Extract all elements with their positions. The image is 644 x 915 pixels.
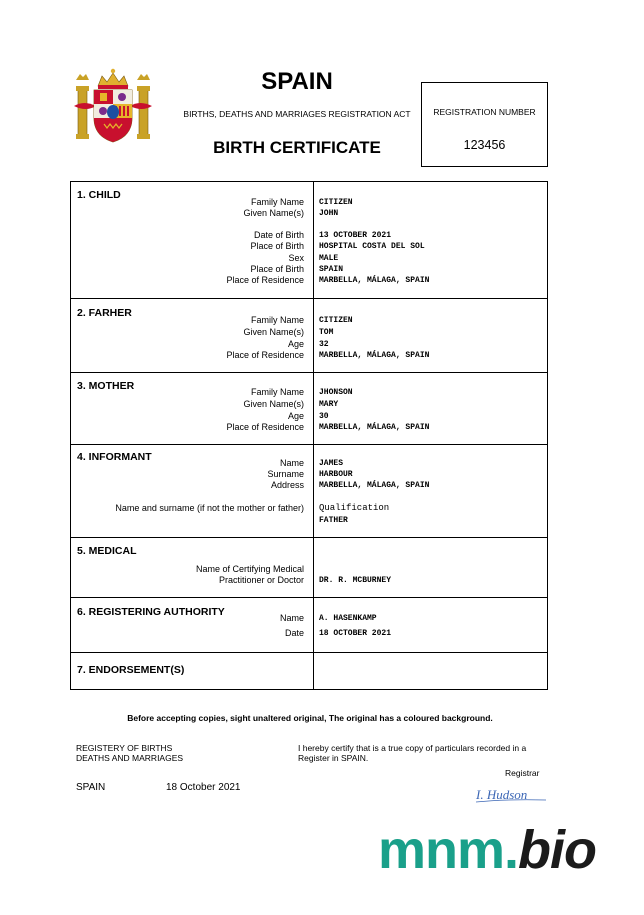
child-given-names: JOHN	[319, 209, 339, 218]
informant-qualification: FATHER	[319, 516, 348, 525]
child-residence: MARBELLA, MÁLAGA, SPAIN	[319, 276, 430, 285]
registration-number-value: 123456	[463, 138, 506, 152]
document-title: BIRTH CERTIFICATE	[213, 138, 381, 157]
section-title: 2. FARHER	[77, 307, 132, 319]
field-label: Address	[270, 480, 304, 490]
authority-name: A. HASENKAMP	[319, 614, 377, 623]
country-heading: SPAIN	[261, 68, 333, 95]
section-endorsements	[71, 653, 547, 689]
coat-of-arms-emblem	[74, 66, 152, 146]
field-label: Surname	[267, 469, 304, 479]
mother-residence: MARBELLA, MÁLAGA, SPAIN	[319, 423, 430, 432]
field-label: Given Name(s)	[243, 208, 304, 218]
field-label: Given Name(s)	[243, 399, 304, 409]
father-family-name: CITIZEN	[319, 316, 353, 325]
section-registering-authority	[71, 598, 547, 653]
field-label: Name of Certifying Medical	[195, 564, 304, 574]
field-label: Family Name	[250, 315, 304, 325]
section-mother	[71, 373, 547, 445]
field-label: Place of Birth	[250, 264, 304, 274]
authority-date: 18 OCTOBER 2021	[319, 629, 392, 638]
field-label: Age	[287, 411, 304, 421]
field-label: Place of Residence	[226, 350, 304, 360]
mother-family-name: JHONSON	[319, 388, 353, 397]
watermark-part-2: bio	[518, 820, 597, 880]
section-title: 1. CHILD	[77, 189, 121, 201]
mother-age: 30	[319, 412, 329, 421]
certificate-table	[70, 181, 548, 690]
field-label: Family Name	[250, 387, 304, 397]
registrar-label: Registrar	[505, 768, 540, 778]
registry-line-1: REGISTERY OF BIRTHS	[76, 743, 173, 753]
field-label: Name and surname (if not the mother or father)	[115, 503, 304, 513]
father-given-names: TOM	[319, 328, 334, 337]
informant-surname: HARBOUR	[319, 470, 353, 479]
section-title: 6. REGISTERING AUTHORITY	[77, 606, 225, 618]
original-notice: Before accepting copies, sight unaltered original, The original has a coloured background.	[127, 713, 493, 723]
footer-place: SPAIN	[76, 782, 106, 793]
medical-practitioner: DR. R. MCBURNEY	[319, 576, 392, 585]
field-label: Name	[279, 458, 304, 468]
footer-date: 18 October 2021	[166, 782, 241, 793]
section-child	[71, 182, 547, 299]
child-birth-country: SPAIN	[319, 265, 344, 274]
section-informant	[71, 445, 547, 538]
father-age: 32	[319, 340, 329, 349]
registry-line-2: DEATHS AND MARRIAGES	[76, 753, 184, 763]
watermark-part-1: mnm.	[378, 820, 519, 880]
field-label: Place of Residence	[226, 275, 304, 285]
field-label: Given Name(s)	[243, 327, 304, 337]
child-date-of-birth: 13 OCTOBER 2021	[319, 231, 392, 240]
field-label: Sex	[288, 253, 304, 263]
child-sex: MALE	[319, 254, 339, 263]
section-father	[71, 299, 547, 373]
mother-given-names: MARY	[319, 400, 339, 409]
field-label: Name	[279, 613, 304, 623]
certify-line-2: Register in SPAIN.	[298, 753, 369, 763]
field-label: Practitioner or Doctor	[218, 575, 304, 585]
registrar-signature	[474, 782, 552, 808]
field-label: Age	[287, 339, 304, 349]
section-title: 4. INFORMANT	[77, 451, 152, 463]
signature-text: I. Hudson	[476, 787, 528, 802]
field-label: Family Name	[250, 197, 304, 207]
qualification-label: Qualification	[319, 503, 390, 513]
field-label: Place of Residence	[226, 422, 304, 432]
section-title: 7. ENDORSEMENT(S)	[77, 664, 185, 676]
registration-act: BIRTHS, DEATHS AND MARRIAGES REGISTRATION ACT	[183, 109, 411, 119]
section-title: 3. MOTHER	[77, 380, 135, 392]
certify-line-1: I hereby certify that is a true copy of particulars recorded in a	[298, 743, 527, 753]
field-label: Date	[284, 628, 304, 638]
informant-name: JAMES	[319, 459, 344, 468]
registration-number-label: REGISTRATION NUMBER	[433, 107, 536, 117]
section-title: 5. MEDICAL	[77, 545, 137, 557]
registration-number-box	[421, 82, 548, 167]
father-residence: MARBELLA, MÁLAGA, SPAIN	[319, 351, 430, 360]
section-medical	[71, 538, 547, 598]
field-label: Place of Birth	[250, 241, 304, 251]
informant-address: MARBELLA, MÁLAGA, SPAIN	[319, 481, 430, 490]
child-family-name: CITIZEN	[319, 198, 353, 207]
field-label: Date of Birth	[253, 230, 304, 240]
child-place-of-birth: HOSPITAL COSTA DEL SOL	[319, 242, 425, 251]
mnm-bio-watermark	[378, 820, 596, 880]
